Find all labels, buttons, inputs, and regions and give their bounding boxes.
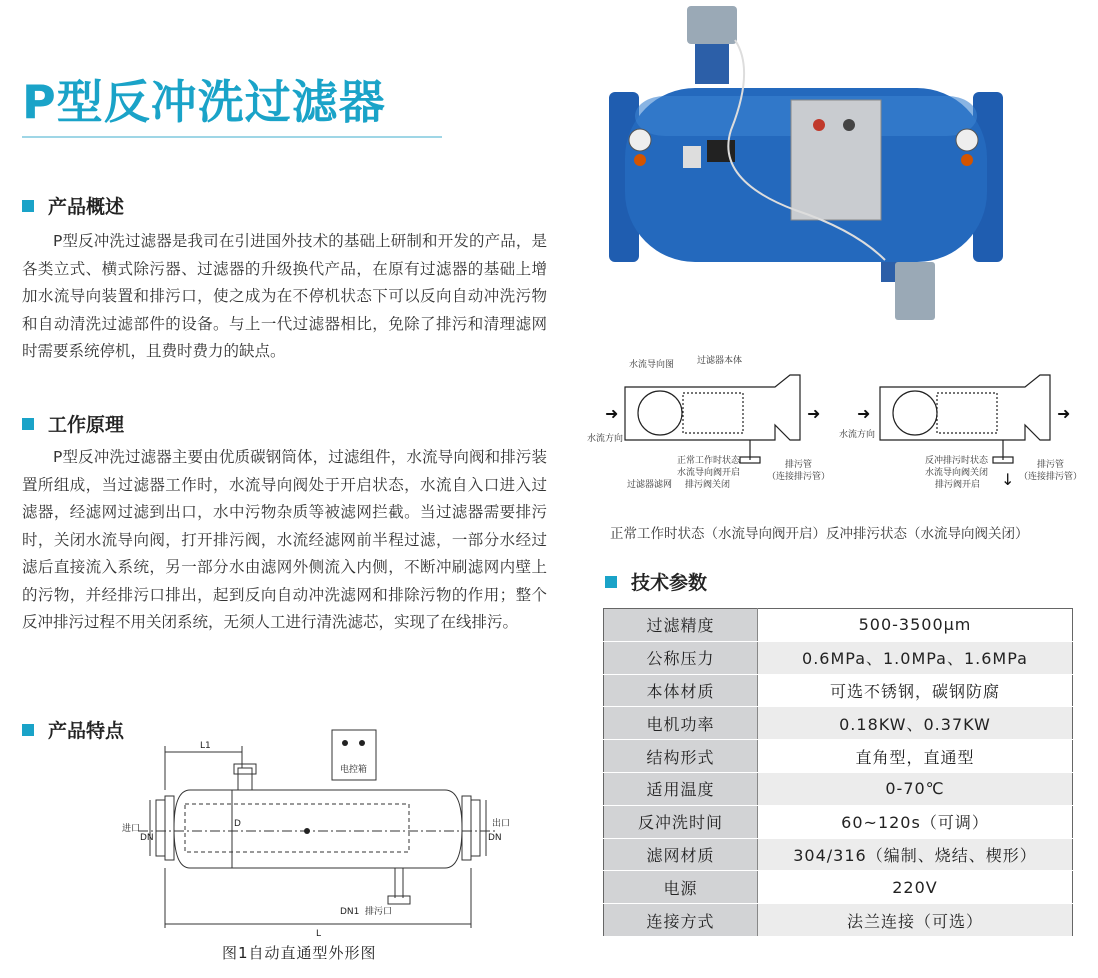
section-heading-features [22, 716, 124, 743]
label-left-state3: 排污阀关闭 [685, 480, 731, 490]
params-table [603, 608, 1073, 937]
table-row [604, 904, 1073, 937]
pressure-gauge-icon [629, 129, 651, 151]
label-right-state2: 水流导向阀关闭 [925, 468, 989, 478]
left-housing [625, 375, 800, 440]
table-row [604, 838, 1073, 871]
label-right-state3: 排污阀开启 [935, 480, 981, 490]
param-name: 本体材质 [604, 674, 758, 707]
dim-label-DN-left: DN [140, 833, 154, 843]
dim-label-DN1: DN1 [340, 907, 360, 917]
label-left-drain: 排污管 [785, 460, 813, 470]
heading-marker [605, 576, 617, 588]
table-row [604, 674, 1073, 707]
section-heading-params [605, 568, 707, 595]
table-row [604, 772, 1073, 805]
param-value: 500-3500μm [758, 609, 1073, 642]
heading-label: 工作原理 [48, 414, 125, 436]
table-row [604, 641, 1073, 674]
dimension-drawing [120, 728, 510, 940]
title-rule [22, 136, 442, 138]
inlet-label: 进口 [122, 824, 141, 834]
param-value: 0.18KW、0.37KW [758, 707, 1073, 740]
right-housing [880, 375, 1050, 440]
label-inflow-left: 水流方向 [587, 434, 624, 444]
param-value: 220V [758, 871, 1073, 904]
flow-caption: 正常工作时状态（水流导向阀开启）反冲排污状态（水流导向阀关闭） [610, 526, 1029, 542]
heading-label: 产品概述 [48, 196, 125, 218]
outlet-label: 出口 [492, 819, 510, 829]
param-name: 反冲洗时间 [604, 805, 758, 838]
label-right-state1: 反冲排污时状态 [925, 456, 989, 466]
page-title: P型反冲洗过滤器 [22, 75, 386, 129]
dim-label-DN-right: DN [488, 833, 502, 843]
dim-label-L: L [316, 929, 322, 939]
svg-text:➜: ➜ [857, 404, 871, 423]
param-name: 滤网材质 [604, 838, 758, 871]
svg-text:➜: ➜ [807, 404, 821, 423]
svg-text:↓: ↓ [1001, 470, 1015, 489]
drain-valve-motor [895, 262, 935, 320]
label-left-state2: 水流导向阀开启 [677, 468, 741, 478]
heading-marker [22, 200, 34, 212]
param-name: 电源 [604, 871, 758, 904]
param-value: 0.6MPa、1.0MPa、1.6MPa [758, 641, 1073, 674]
top-motor [687, 6, 737, 44]
param-value: 0-70℃ [758, 772, 1073, 805]
product-photo [595, 0, 1025, 330]
label-left-drain2: （连接排污管） [767, 472, 831, 482]
control-box-photo [791, 100, 881, 220]
heading-label: 产品特点 [48, 720, 125, 742]
dim-label-D: D [234, 819, 241, 829]
section-heading-principle [22, 410, 124, 437]
param-name: 电机功率 [604, 707, 758, 740]
label-guide: 水流导向图 [629, 360, 675, 370]
table-row [604, 609, 1073, 642]
label-right-drain2: （连接排污管） [1019, 472, 1083, 482]
table-row [604, 740, 1073, 773]
param-name: 连接方式 [604, 904, 758, 937]
control-box-label: 电控箱 [340, 765, 368, 775]
label-inflow-right: 水流方向 [839, 430, 876, 440]
label-screen: 过滤器滤网 [627, 480, 673, 490]
drain-label: 排污口 [365, 907, 393, 917]
heading-marker [22, 724, 34, 736]
principle-text: P型反冲洗过滤器主要由优质碳钢筒体，过滤组件，水流导向阀和排污装置所组成，当过滤器工作时，水流导向阀处于开启状态，水流自入口进入过滤器，经滤网过滤到出口，水中污物杂质等被滤网拦截。当过滤器需要排污时，关闭水流导向阀，打开排污阀，水流经滤网前半程过滤，一部分水经过滤后直接流入系统，另一部分水由滤网外侧流入内侧，不断冲刷滤网内壁上的污物，并经排污口排出，起到反向自动冲洗滤网和排除污物的作用；整个反冲排污过程不用关闭系统，无须人工进行清洗滤芯，实现了在线排污。 [22, 448, 547, 631]
tank-body-outline [174, 790, 462, 868]
flow-diagrams [585, 345, 1095, 505]
heading-marker [22, 418, 34, 430]
dim-label-L1: L1 [200, 741, 211, 751]
figure-caption: 图1自动直通型外形图 [222, 944, 377, 962]
param-name: 公称压力 [604, 641, 758, 674]
svg-text:➜: ➜ [1057, 404, 1071, 423]
param-name: 结构形式 [604, 740, 758, 773]
param-value: 直角型，直通型 [758, 740, 1073, 773]
svg-text:➜: ➜ [605, 404, 619, 423]
shaft-center-icon [304, 828, 310, 834]
table-row [604, 805, 1073, 838]
label-body: 过滤器本体 [697, 356, 743, 366]
param-value: 法兰连接（可选） [758, 904, 1073, 937]
param-value: 可选不锈钢，碳钢防腐 [758, 674, 1073, 707]
param-value: 304/316（编制、烧结、楔形） [758, 838, 1073, 871]
param-value: 60~120s（可调） [758, 805, 1073, 838]
table-row [604, 871, 1073, 904]
table-row [604, 707, 1073, 740]
label-right-drain: 排污管 [1037, 460, 1065, 470]
heading-label: 技术参数 [631, 572, 708, 594]
section-heading-overview [22, 192, 124, 219]
label-left-state1: 正常工作时状态 [677, 456, 741, 466]
param-name: 适用温度 [604, 772, 758, 805]
param-name: 过滤精度 [604, 609, 758, 642]
overview-text: P型反冲洗过滤器是我司在引进国外技术的基础上研制和开发的产品，是各类立式、横式除污器、过滤器的升级换代产品，在原有过滤器的基础上增加水流导向装置和排污口，使之成为在不停机状态下可以反向自动冲洗污物和自动清洗过滤部件的设备。与上一代过滤器相比，免除了排污和清理滤网时需要系统停机，且费时费力的缺点。 [22, 232, 547, 360]
pressure-gauge-icon [956, 129, 978, 151]
left-guide-valve [638, 391, 682, 435]
